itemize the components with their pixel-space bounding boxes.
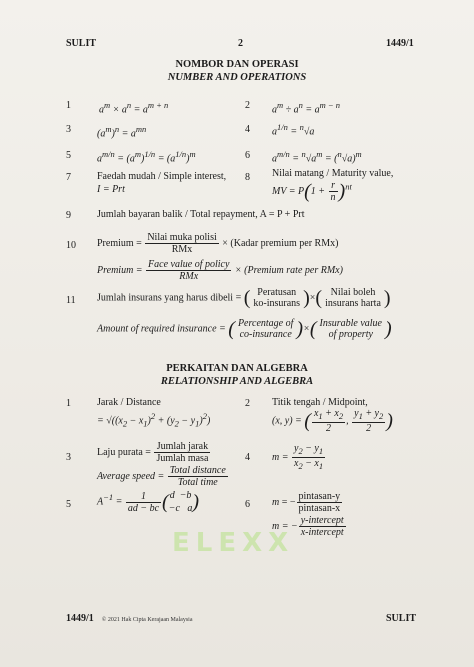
gradient-formula: m = $\frac{y_2 - y_1}{x_2 - x_1}$ [272, 443, 324, 471]
relation-number-1: 1 [66, 398, 71, 409]
insurance-value-line2-en: of property [328, 329, 373, 340]
section-relationship-algebra-title [0, 362, 474, 388]
maturity-value-formula: MV = P(1 + $\frac{r}{n}$ )$^{nt}$ [272, 180, 352, 203]
premium-formula-en [97, 259, 343, 282]
average-speed-formula-ms [97, 441, 211, 464]
relation-number-3: 3 [66, 452, 71, 463]
header-page-number: 2 [238, 38, 243, 49]
formula-number-3: 3 [66, 124, 71, 135]
premium-denominator-ms: RMx [171, 244, 193, 255]
relation-number-5: 5 [66, 499, 71, 510]
gradient-intercept-formula-en: m = − $\frac{\text{y-intercept}}{\text{x-intercept}}$ [272, 515, 344, 538]
watermark-logo: ELEXX [172, 528, 295, 558]
gradient-intercept-numerator-ms: pintasan-y [298, 491, 341, 502]
formula-rational-index-1: $a^{m/n} = (a^m)^{1/n} = (a^{1/n})^m$ [97, 149, 196, 165]
formula-number-10: 10 [66, 240, 76, 251]
formula-number-11: 11 [66, 295, 76, 306]
insurance-value-line1-en: Insurable value [319, 318, 382, 329]
formula-number-4: 4 [245, 124, 250, 135]
formula-number-2: 2 [245, 100, 250, 111]
footer-sulit-right: SULIT [386, 613, 417, 624]
premium-label-en: Premium = [97, 264, 143, 276]
premium-denominator-en: RMx [179, 271, 199, 282]
average-speed-numerator-en: Total distance [169, 465, 226, 476]
formula-index-multiply: $a^m \times a^n = a^{m + n}$ [99, 100, 169, 116]
formula-number-9: 9 [66, 210, 71, 221]
gradient-intercept-denominator-en: x-intercept [300, 527, 344, 538]
section1-title-en: NUMBER AND OPERATIONS [167, 72, 307, 83]
insurance-coinsurance-line2-ms: ko-insurans [253, 298, 301, 309]
section2-title-en: RELATIONSHIP AND ALGEBRA [160, 376, 314, 387]
average-speed-formula-en [97, 465, 229, 488]
relation-number-2: 2 [245, 398, 250, 409]
distance-formula: = $√((x_2 - x_1)^2 + (y_2 - y_1)^2)$ [97, 411, 211, 429]
distance-label: Jarak / Distance [97, 397, 161, 408]
insurance-formula-ms: Jumlah insurans yang harus dibeli = ( Peratusan ko-insurans )×( Nilai boleh insurans harta ) [97, 287, 391, 309]
formula-number-6: 6 [245, 150, 250, 161]
insurance-value-line2-ms: insurans harta [325, 298, 381, 309]
simple-interest-label: Faedah mudah / Simple interest, [97, 171, 227, 182]
section1-title-ms: NOMBOR DAN OPERASI [175, 59, 299, 70]
formula-fractional-index: $a^{1/n} = ^n√a$ [272, 122, 315, 138]
insurance-coinsurance-line1-ms: Peratusan [257, 287, 297, 298]
insurance-label-ms: Jumlah insurans yang harus dibeli = [97, 292, 242, 304]
formula-power-of-power: $(a^m)^n = a^{mn}$ [97, 124, 147, 140]
formula-index-divide: $a^m \div a^n = a^{m - n}$ [272, 100, 341, 116]
premium-tail-en: × (Premium rate per RMx) [234, 264, 343, 276]
average-speed-denominator-ms: Jumlah masa [156, 453, 209, 464]
relation-number-4: 4 [245, 452, 250, 463]
footer-paper-code: 1449/1 [66, 613, 94, 624]
insurance-label-en: Amount of required insurance = [97, 323, 226, 335]
insurance-coinsurance-line1-en: Percentage of [237, 318, 294, 329]
insurance-value-line1-ms: Nilai boleh [330, 287, 376, 298]
relation-number-6: 6 [245, 499, 250, 510]
header-paper-code: 1449/1 [386, 38, 414, 49]
formula-number-8: 8 [245, 172, 250, 183]
gradient-intercept-formula-ms: m = − $\frac{\text{pintasan-y}}{\text{pintasan-x}}$ [272, 491, 341, 514]
insurance-formula-en: Amount of required insurance = ( Percentage of co-insurance )×( Insurable value of property ) [97, 318, 392, 340]
formula-number-1: 1 [66, 100, 71, 111]
footer-left [66, 613, 192, 624]
inverse-matrix-formula: $A^{-1}$ = $\frac{1}{ad - bc}$ (d −b −c a) [97, 490, 200, 514]
premium-formula-ms [97, 232, 338, 255]
formula-number-5: 5 [66, 150, 71, 161]
premium-numerator-ms: Nilai muka polisi [147, 232, 217, 243]
gradient-intercept-numerator-en: y-intercept [300, 515, 344, 526]
gradient-intercept-denominator-ms: pintasan-x [298, 503, 341, 514]
section2-title-ms: PERKAITAN DAN ALGEBRA [166, 363, 308, 374]
average-speed-numerator-ms: Jumlah jarak [154, 441, 210, 453]
average-speed-denominator-en: Total time [177, 477, 218, 488]
section-number-operations-title [0, 58, 474, 84]
premium-numerator-en: Face value of policy [148, 259, 230, 270]
premium-tail-ms: × (Kadar premium per RMx) [222, 237, 339, 249]
total-repayment-formula: Jumlah bayaran balik / Total repayment, A = P + Prt [97, 209, 305, 220]
footer-copyright: © 2021 Hak Cipta Kerajaan Malaysia [101, 617, 193, 623]
insurance-coinsurance-line2-en: co-insurance [239, 329, 292, 340]
average-speed-label-en: Average speed = [97, 470, 165, 482]
formula-number-7: 7 [66, 172, 71, 183]
average-speed-label-ms: Laju purata = [97, 446, 151, 458]
formula-rational-index-2: $a^{m/n} = ^n√a^m = (^n√a)^m$ [272, 149, 362, 165]
header-sulit-left: SULIT [66, 38, 97, 49]
simple-interest-formula: I = Prt [97, 184, 125, 195]
midpoint-label: Titik tengah / Midpoint, [272, 397, 368, 408]
maturity-value-label: Nilai matang / Maturity value, [272, 168, 394, 179]
premium-label-ms: Premium = [97, 237, 142, 249]
midpoint-formula: (x, y) = ( $\frac{x_1 + x_2}{2}$ , $\frac{y_1 + y_2}{2}$ ) [272, 408, 393, 434]
